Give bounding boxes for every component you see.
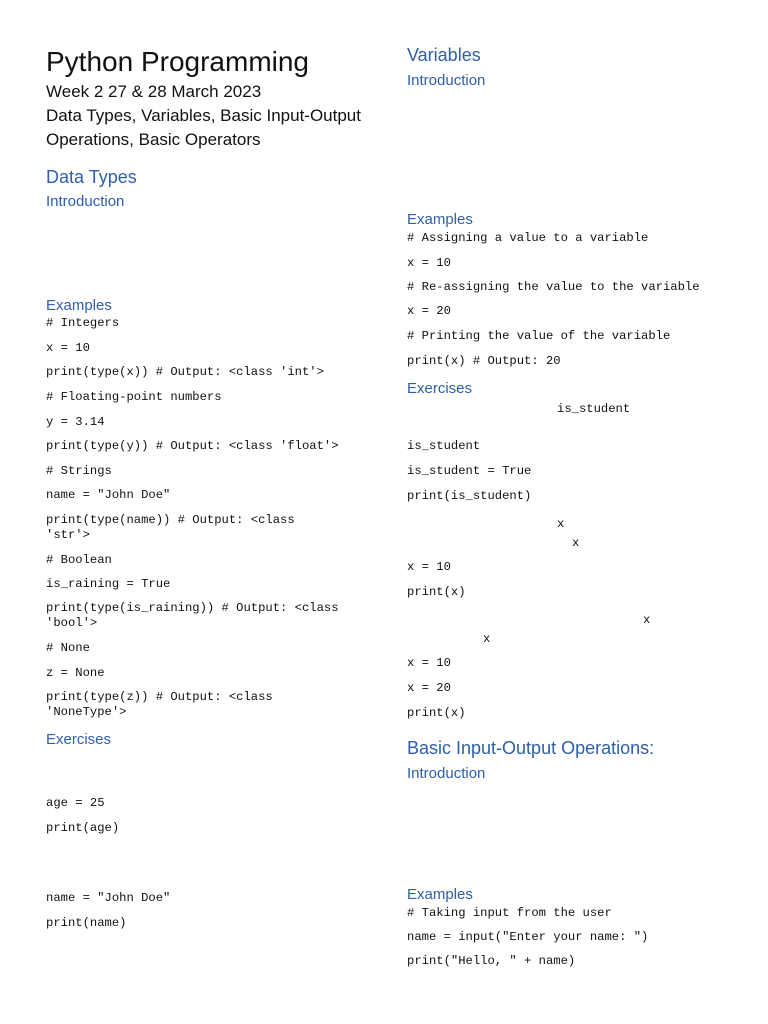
code-line: x = 20 (407, 304, 451, 318)
subtitle-line: Operations, Basic Operators (46, 130, 261, 149)
code-line: print(age) (46, 821, 120, 835)
inline-code-fragment: x (572, 536, 580, 550)
code-line: print(x) (407, 706, 466, 720)
code-line: # Taking input from the user (407, 906, 612, 920)
code-line: # Printing the value of the variable (407, 329, 671, 343)
subtitle-line: Week 2 27 & 28 March 2023 (46, 82, 262, 101)
code-line: print("Hello, " + name) (407, 954, 576, 968)
code-line: x = 20 (407, 681, 451, 695)
code-line: x = 10 (407, 256, 451, 270)
subheading-examples: Examples (407, 211, 473, 228)
code-line: # Strings (46, 464, 112, 478)
code-line: is_student (407, 439, 481, 453)
subtitle-line: Data Types, Variables, Basic Input-Output (46, 106, 361, 125)
inline-code-fragment: x (557, 517, 565, 531)
code-line: print(is_student) (407, 489, 532, 503)
subheading-exercises: Exercises (407, 380, 473, 397)
code-line: print(type(is_raining)) # Output: <class 'bool'> (46, 601, 339, 630)
section-heading-variables: Variables (407, 45, 481, 65)
subheading-introduction: Introduction (407, 765, 486, 782)
code-line: # Integers (46, 316, 120, 330)
code-line: name = "John Doe" (46, 891, 171, 905)
subheading-introduction: Introduction (407, 72, 486, 89)
code-line: name = input("Enter your name: ") (407, 930, 649, 944)
code-line: # None (46, 641, 90, 655)
code-line: z = None (46, 666, 105, 680)
code-line: # Boolean (46, 553, 112, 567)
code-line: # Assigning a value to a variable (407, 231, 649, 245)
code-line: print(type(z)) # Output: <class 'NoneType'> (46, 690, 273, 719)
inline-code-fragment: is_student (557, 402, 631, 416)
inline-code-fragment: x (483, 632, 491, 646)
code-line: print(x) # Output: 20 (407, 354, 561, 368)
code-line: # Re-assigning the value to the variable (407, 280, 700, 294)
code-line: is_student = True (407, 464, 532, 478)
section-heading-io: Basic Input-Output Operations: (407, 738, 655, 758)
subheading-introduction: Introduction (46, 193, 125, 210)
code-line: age = 25 (46, 796, 105, 810)
code-line: print(type(y)) # Output: <class 'float'> (46, 439, 339, 453)
section-heading-data-types: Data Types (46, 167, 137, 187)
code-line: print(name) (46, 916, 127, 930)
document-title: Python Programming (46, 46, 310, 77)
code-line: x = 10 (407, 656, 451, 670)
subheading-examples: Examples (46, 297, 112, 314)
code-line: x = 10 (407, 560, 451, 574)
code-line: x = 10 (46, 341, 90, 355)
code-line: print(type(name)) # Output: <class 'str'> (46, 513, 295, 542)
inline-code-fragment: x (643, 613, 651, 627)
code-line: print(x) (407, 585, 466, 599)
code-line: print(type(x)) # Output: <class 'int'> (46, 365, 324, 379)
code-line: # Floating-point numbers (46, 390, 222, 404)
subheading-exercises: Exercises (46, 731, 112, 748)
code-line: is_raining = True (46, 577, 171, 591)
code-line: name = "John Doe" (46, 488, 171, 502)
code-line: y = 3.14 (46, 415, 105, 429)
subheading-examples: Examples (407, 886, 473, 903)
